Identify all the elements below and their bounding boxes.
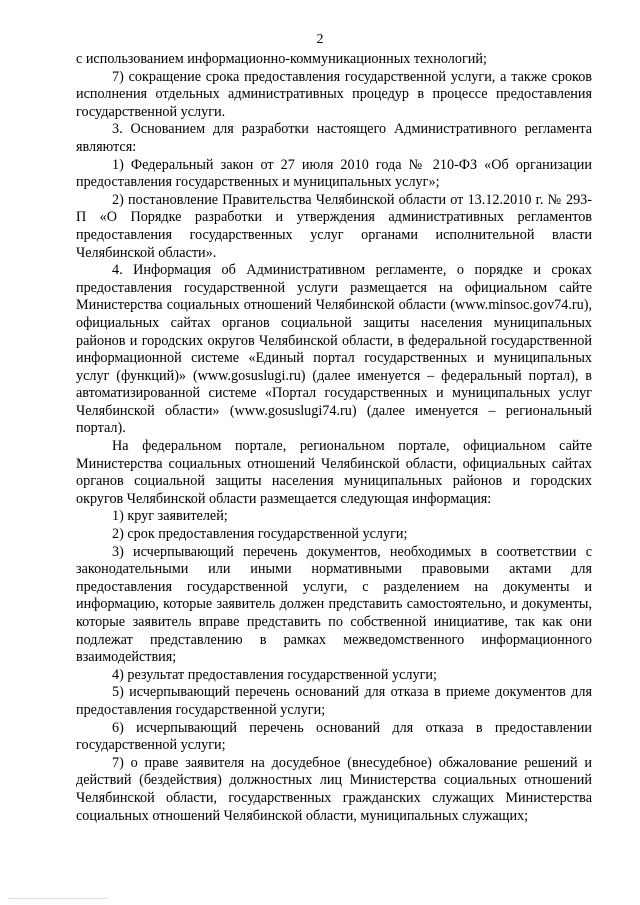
- paragraph-federal-law: 1) Федеральный закон от 27 июля 2010 года № 210-ФЗ «Об организации предоставления государственных и муниципальных услуг»;: [76, 156, 592, 191]
- document-body: [76, 51, 592, 825]
- paragraph-continuation: с использованием информационно-коммуникационных технологий;: [76, 51, 487, 67]
- list-item-applicants: 1) круг заявителей;: [112, 508, 228, 525]
- list-item-term: 2) срок предоставления государственной услуги;: [112, 526, 408, 543]
- paragraph-section-4: 4. Информация об Административном регламенте, о порядке и сроках предоставления государственной услуги размещается на официальном сайте Министерства социальных отношений Челябинской области (www.minsoc.gov74.ru), официальных сайтах органов социальной защиты населения муниципальных районов и городских округов Челябинской области, в федеральной государственной информационной системе «Единый портал государственных и муниципальных услуг (функций)» (www.gosuslugi.ru) (далее именуется – федеральный портал), в автоматизированной системе «Портал государственных и муниципальных услуг Челябинской области» (www.gosuslugi74.ru) (далее именуется – региональный портал).: [76, 262, 592, 437]
- scan-edge-mark: [8, 898, 108, 901]
- paragraph-item-7-reduce-terms: 7) сокращение срока предоставления государственной услуги, а также сроков исполнения отдельных административных процедур в процессе предоставления государственной услуги.: [76, 68, 592, 120]
- page-number: 2: [316, 32, 324, 47]
- list-item-refusal-acceptance: 5) исчерпывающий перечень оснований для отказа в приеме документов для предоставления государственной услуги;: [76, 684, 592, 718]
- list-item-documents: 3) исчерпывающий перечень документов, необходимых в соответствии с законодательными или иными нормативными правовыми актами для предоставления государственной услуги, с разделением на документы и информацию, которые заявитель должен представить самостоятельно, и документы, которые заявитель вправе представить по собственной инициативе, так как они подлежат представлению в рамках межведомственного информационного взаимодействия;: [76, 543, 592, 666]
- list-item-result: 4) результат предоставления государственной услуги;: [112, 666, 437, 683]
- paragraph-portal-info: На федеральном портале, региональном портале, официальном сайте Министерства социальных отношений Челябинской области, официальных сайтах органов социальной защиты населения муниципальных районов и городских округов Челябинской области размещается следующая информация:: [76, 438, 592, 507]
- list-item-refusal-provision: 6) исчерпывающий перечень оснований для отказа в предоставлении государственной услуги;: [76, 719, 592, 754]
- paragraph-government-resolution: 2) постановление Правительства Челябинской области от 13.12.2010 г. № 293-П «О Порядке разработки и утверждения административных регламентов предоставления государственных услуг органами исполнительной власти Челябинской области».: [76, 191, 592, 261]
- list-item-appeal-right: 7) о праве заявителя на досудебное (внесудебное) обжалование решений и действий (бездействия) должностных лиц Министерства социальных отношений Челябинской области, государственных гражданских служащих Министерства социальных отношений Челябинской области, муниципальных служащих;: [76, 754, 592, 824]
- paragraph-section-3: 3. Основанием для разработки настоящего Административного регламента являются:: [76, 121, 592, 155]
